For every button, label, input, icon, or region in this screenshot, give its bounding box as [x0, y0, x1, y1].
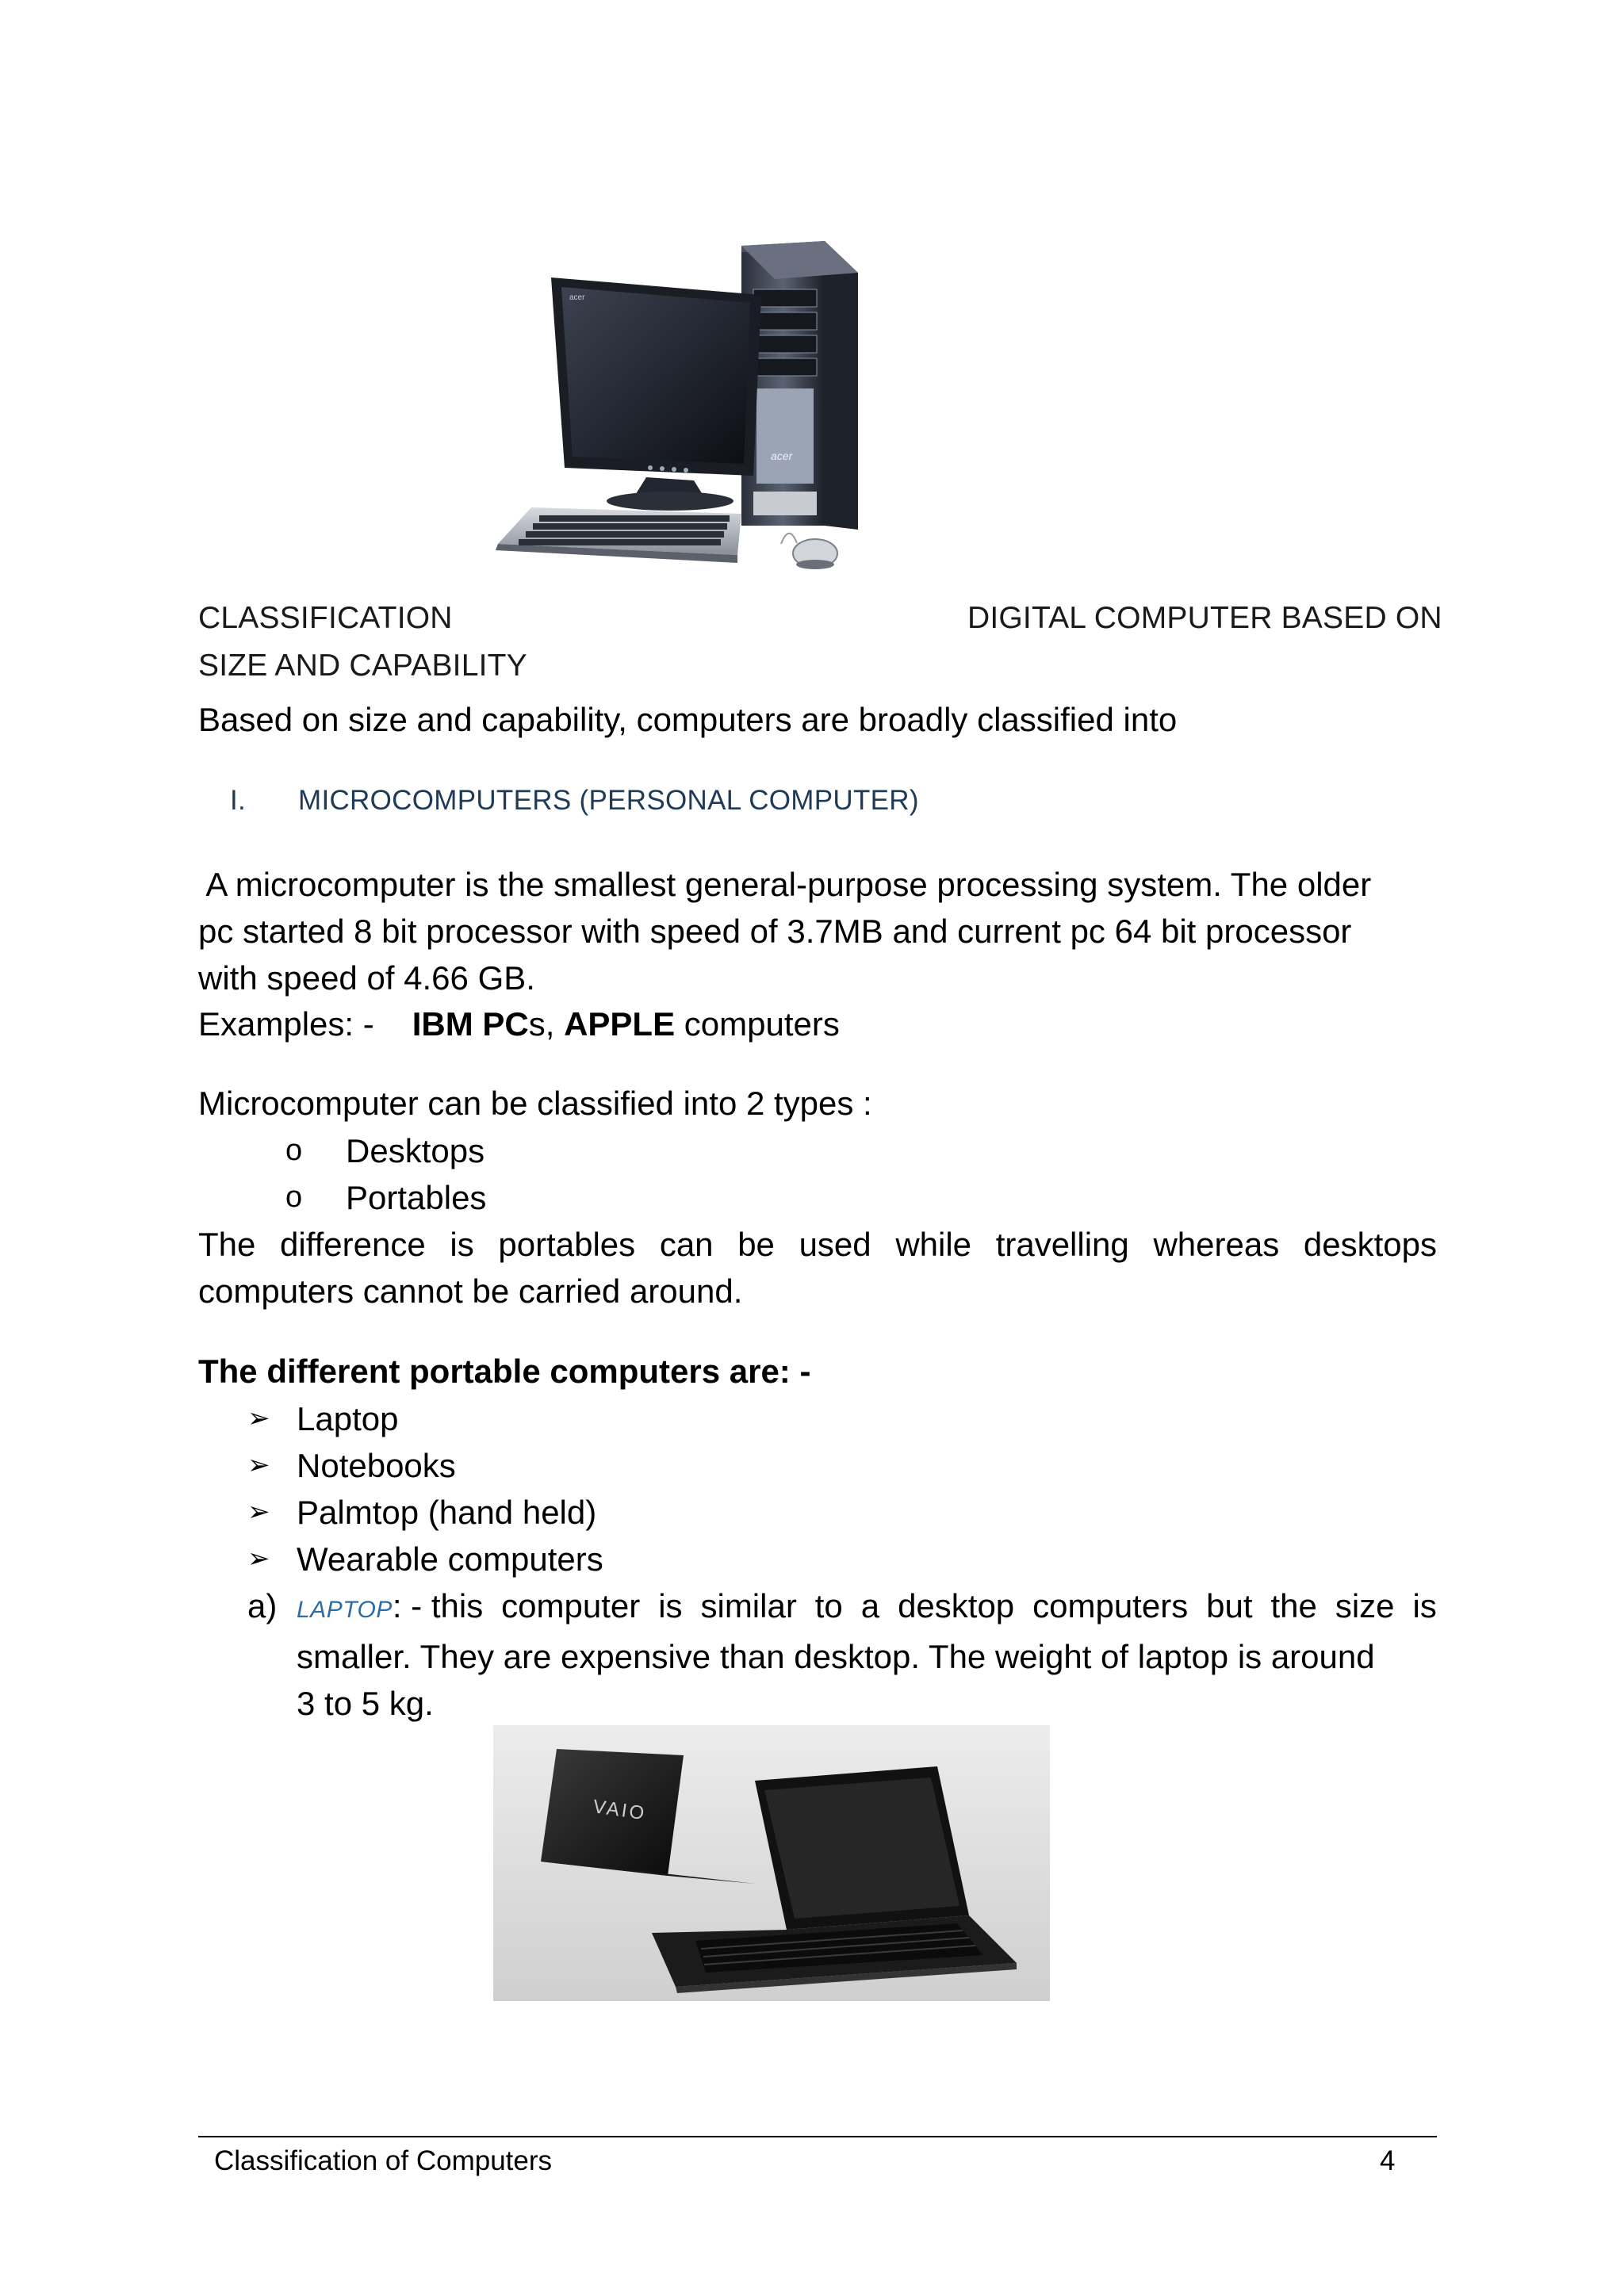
footer-rule — [198, 2136, 1437, 2137]
word: to — [814, 1587, 843, 1624]
word: used — [799, 1226, 871, 1263]
list-item — [247, 1442, 603, 1489]
portable-palmtop: Palmtop (hand held) — [297, 1494, 597, 1531]
type-desktops: Desktops — [346, 1132, 485, 1169]
word: difference — [280, 1226, 426, 1263]
circle-bullet-icon: o — [285, 1134, 303, 1167]
word: similar — [700, 1587, 797, 1624]
word: while — [895, 1226, 972, 1263]
heading-digital-computer: DIGITAL COMPUTER BASED ON — [967, 601, 1442, 635]
type-portables: Portables — [346, 1179, 487, 1216]
para-line-2: pc started 8 bit processor with speed of 3.7MB and current pc 64 bit processor — [198, 913, 1352, 950]
example-ibm: IBM PC — [412, 1005, 529, 1043]
word: can — [659, 1226, 714, 1263]
laptop-term: LAPTOP — [297, 1597, 393, 1623]
heading-classification: CLASSIFICATION — [198, 601, 453, 635]
word: The — [198, 1226, 256, 1263]
word: : - this — [392, 1587, 484, 1624]
arrow-bullet-icon: ➢ — [247, 1544, 270, 1574]
word: a — [860, 1587, 880, 1624]
word: is — [658, 1587, 683, 1624]
examples-line — [198, 1001, 1437, 1047]
word: desktop — [898, 1587, 1015, 1624]
example-apple: APPLE — [564, 1005, 676, 1043]
word: but — [1206, 1587, 1253, 1624]
list-item — [247, 1395, 603, 1442]
types-intro: Microcomputer can be classified into 2 types : — [198, 1085, 872, 1122]
word: size — [1335, 1587, 1395, 1624]
para-line-1: A microcomputer is the smallest general-purpose processing system. The older — [198, 866, 1372, 903]
word: computers — [1032, 1587, 1189, 1624]
section-heading — [230, 785, 919, 817]
portable-laptop: Laptop — [297, 1400, 399, 1437]
section-title: MICROCOMPUTERS (PERSONAL COMPUTER) — [298, 785, 919, 816]
laptop-line-2: smaller. They are expensive than desktop. The weight of laptop is around — [297, 1638, 1375, 1675]
word: whereas — [1153, 1226, 1280, 1263]
types-list — [285, 1127, 486, 1221]
word: travelling — [995, 1226, 1129, 1263]
word: computer — [501, 1587, 641, 1624]
laptop-body — [297, 1582, 1437, 1727]
list-item — [247, 1489, 603, 1536]
portable-wearable: Wearable computers — [297, 1540, 603, 1578]
portables-list — [247, 1395, 603, 1582]
laptops-image — [493, 1725, 1050, 2001]
portables-heading: The different portable computers are: - — [198, 1353, 811, 1390]
examples-label: Examples: - — [198, 1005, 374, 1043]
mouse — [781, 534, 837, 569]
example-apple-suffix: computers — [675, 1005, 840, 1043]
laptop-line-1 — [297, 1582, 1437, 1633]
word: portables — [498, 1226, 636, 1263]
desktop-logo: acer — [771, 450, 793, 462]
desktop-computer-image — [476, 230, 952, 610]
list-item — [285, 1127, 486, 1174]
portable-notebooks: Notebooks — [297, 1447, 456, 1484]
word: the — [1270, 1587, 1317, 1624]
section-number: I. — [230, 785, 247, 816]
list-item — [285, 1174, 486, 1221]
footer-title: Classification of Computers — [214, 2145, 552, 2176]
heading-size-capability: SIZE AND CAPABILITY — [198, 649, 527, 683]
keyboard — [496, 507, 741, 563]
monitor — [551, 277, 761, 511]
list-item — [247, 1536, 603, 1582]
intro-text: Based on size and capability, computers are broadly classified into — [198, 701, 1178, 738]
difference-line-1 — [198, 1221, 1437, 1268]
arrow-bullet-icon: ➢ — [247, 1450, 270, 1480]
svg-text:acer: acer — [569, 293, 585, 302]
word: desktops — [1303, 1226, 1437, 1263]
difference-paragraph — [198, 1221, 1437, 1314]
microcomputer-paragraph — [198, 861, 1437, 1001]
example-ibm-suffix: s, — [528, 1005, 565, 1043]
circle-bullet-icon: o — [285, 1181, 303, 1214]
laptop-line-3: 3 to 5 kg. — [297, 1685, 434, 1722]
laptop-logo: VAIO — [592, 1796, 648, 1825]
word: is — [1412, 1587, 1437, 1624]
difference-line-2: computers cannot be carried around. — [198, 1272, 743, 1310]
tower-case — [741, 241, 858, 530]
page-number: 4 — [1380, 2145, 1396, 2176]
laptop-marker: a) — [247, 1587, 278, 1624]
arrow-bullet-icon: ➢ — [247, 1403, 270, 1433]
arrow-bullet-icon: ➢ — [247, 1497, 270, 1527]
word: is — [450, 1226, 474, 1263]
para-line-3: with speed of 4.66 GB. — [198, 959, 535, 997]
word: be — [737, 1226, 775, 1263]
